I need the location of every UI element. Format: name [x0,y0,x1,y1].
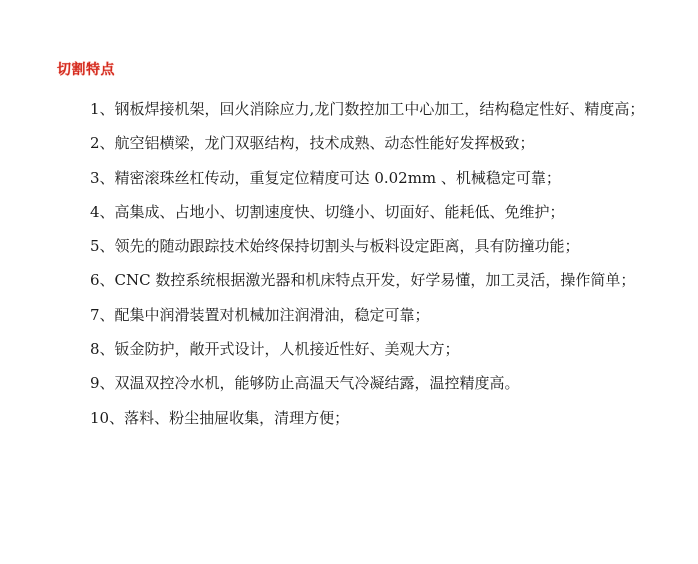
feature-item-7: 7、配集中润滑装置对机械加注润滑油，稳定可靠； [90,305,430,324]
feature-item-6: 6、CNC 数控系统根据激光器和机床特点开发，好学易懂，加工灵活，操作简单； [90,271,636,290]
section-title: 切割特点 [57,62,115,78]
feature-item-8: 8、钣金防护，敞开式设计，人机接近性好、美观大方； [90,340,460,359]
feature-item-10: 10、落料、粉尘抽屉收集，清理方便； [90,408,350,427]
feature-item-3: 3、精密滚珠丝杠传动，重复定位精度可达 0.02mm 、机械稳定可靠； [90,168,561,187]
feature-item-1: 1、钢板焊接机架，回火消除应力,龙门数控加工中心加工，结构稳定性好、精度高； [90,100,645,118]
feature-list [90,97,690,440]
feature-item-4: 4、高集成、占地小、切割速度快、切缝小、切面好、能耗低、免维护； [90,202,565,221]
feature-item-9: 9、双温双控冷水机，能够防止高温天气冷凝结露，温控精度高。 [90,374,520,393]
feature-item-5: 5、领先的随动跟踪技术始终保持切割头与板料设定距离，具有防撞功能； [90,237,580,256]
feature-item-2: 2、航空铝横梁，龙门双驱结构，技术成熟、动态性能好发挥极致； [90,134,535,153]
